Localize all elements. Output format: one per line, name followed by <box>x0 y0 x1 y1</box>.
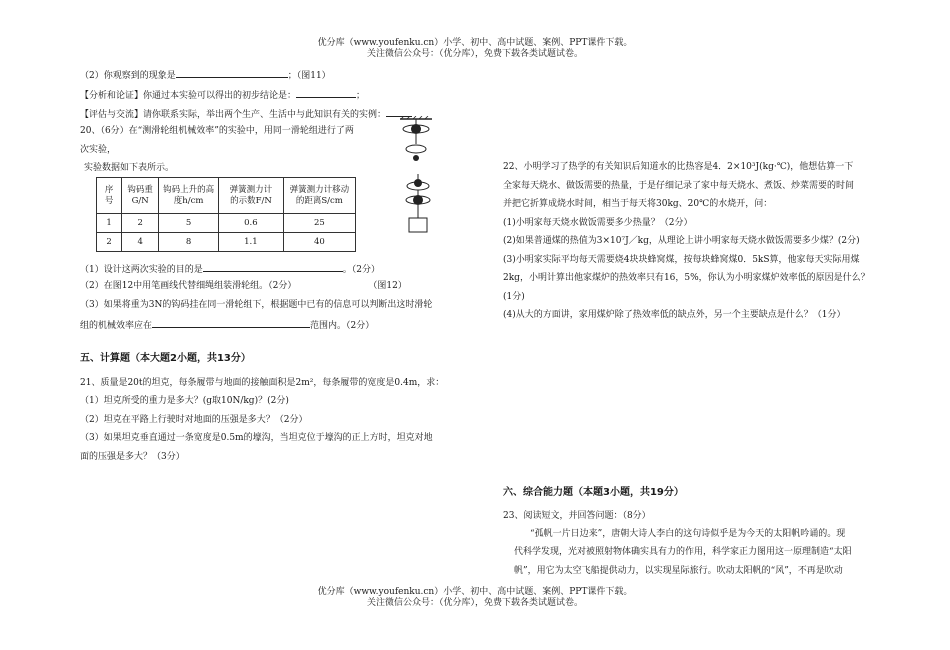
analysis-tail: ； <box>356 91 366 101</box>
q23-passage-3: 帆”，用它为太空飞船提供动力，以实现星际旅行。吹动太阳帆的“风”，不再是吹动 <box>514 566 843 576</box>
header-line-2: 关注微信公众号：（优分库），免费下载各类试题试卷。 <box>366 49 583 59</box>
q21-stem: 21、质量是20t的坦克，每条履带与地面的接触面积是2m²，每条履带的宽度是0.4m，求： <box>80 378 445 388</box>
q20-1-tail: 。（2分） <box>342 265 380 275</box>
q20-stem-1: 20、（6分）在“测滑轮组机械效率”的实验中，用同一滑轮组进行了两 <box>80 126 354 136</box>
q20-3-tail: 范围内。（2分） <box>310 321 375 331</box>
table-cell: 0.6 <box>219 214 284 233</box>
q20-2-line <box>80 281 407 292</box>
table-cell: 2 <box>122 214 159 233</box>
page-footer <box>0 587 950 609</box>
table-cell: 1.1 <box>219 233 284 252</box>
table-header-cell: 序 号 <box>97 178 122 214</box>
table-header-cell: 钩码上升的高 度h/cm <box>159 178 219 214</box>
footer-line-2: 关注微信公众号：（优分库），免费下载各类试题试卷。 <box>366 598 583 608</box>
q20-2-text: （2）在图12中用笔画线代替细绳组装滑轮组。（2分） <box>80 281 297 291</box>
section-6-title: 六、综合能力题（本题3小题，共19分） <box>503 487 684 498</box>
evaluate-text: 【评估与交流】请你联系实际，举出两个生产、生活中与此知识有关的实例： <box>80 110 387 120</box>
q20-3-line-1: （3）如果将重为3N的钩码挂在同一滑轮组下，根据题中已有的信息可以判断出这时滑轮 <box>80 300 433 310</box>
q22-3-line-1: (3)小明家实际平均每天需要烧4块块蜂窝煤，按每块蜂窝煤0．5kS算，他家每天实际用煤 <box>503 255 860 265</box>
table-cell: 8 <box>159 233 219 252</box>
experiment-table <box>96 177 356 252</box>
table-cell: 5 <box>159 214 219 233</box>
table-header-cell: 弹簧测力计移动 的距离S/cm <box>283 178 355 214</box>
q22-3-line-2: 2kg，小明计算出他家煤炉的热效率只有16，5%，你认为小明家煤炉效率低的原因是什么？ <box>503 273 870 283</box>
q22-stem-3: 并把它折算成烧水时间，相当于每天将30kg、20℃的水烧开，问： <box>503 199 773 209</box>
table-row <box>97 214 356 233</box>
q22-4: (4)从大的方面讲，家用煤炉除了热效率低的缺点外，另一个主要缺点是什么？（1分） <box>503 310 846 320</box>
answer-blank[interactable] <box>296 88 356 98</box>
table-cell: 40 <box>283 233 355 252</box>
table-cell: 1 <box>97 214 122 233</box>
answer-blank[interactable] <box>152 318 310 328</box>
q19-2-text: （2）你观察到的现象是 <box>80 71 176 81</box>
q19-2-line <box>80 68 331 82</box>
answer-blank[interactable] <box>176 68 288 78</box>
footer-line-1: 优分库（www.youfenku.cn）小学、初中、高中试题、案例、PPT课件下载。 <box>317 587 633 597</box>
pulley-figure-11 <box>396 116 436 166</box>
figure-12-label: （图12） <box>368 281 407 291</box>
q21-2: （2）坦克在平路上行驶时对地面的压强是多大？（2分） <box>80 415 308 425</box>
header-line-1: 优分库（www.youfenku.cn）小学、初中、高中试题、案例、PPT课件下载。 <box>317 38 633 48</box>
table-header-cell: 钩码重 G/N <box>122 178 159 214</box>
table-intro: 实验数据如下表所示。 <box>84 163 175 173</box>
table-row <box>97 233 356 252</box>
q22-stem-1: 22、小明学习了热学的有关知识后知道水的比热容是4．2×10³J(kg·℃)，他想估算一下 <box>503 162 854 172</box>
table-cell: 25 <box>283 214 355 233</box>
page-header <box>0 38 950 60</box>
q20-1-text: （1）设计这两次实验的目的是 <box>80 265 203 275</box>
section-5-title: 五、计算题（本大题2小题，共13分） <box>80 353 251 364</box>
q22-1: (1)小明家每天烧水做饭需要多少热量？（2分） <box>503 218 693 228</box>
q23-stem: 23、阅读短文，并回答问题：（8分） <box>503 511 651 521</box>
q22-2: (2)如果普通煤的热值为3×10⁷J／kg，从理论上讲小明家每天烧水做饭需要多少煤？(2分) <box>503 236 860 246</box>
q21-3-line-2: 面的压强是多大？（3分） <box>80 452 185 462</box>
q20-3-text: 组的机械效率应在 <box>80 321 153 331</box>
table-header-cell: 弹簧测力计 的示数F/N <box>219 178 284 214</box>
analysis-text: 【分析和论证】你通过本实验可以得出的初步结论是： <box>80 91 297 101</box>
pulley-figure-12 <box>398 174 438 236</box>
answer-blank[interactable] <box>203 262 343 272</box>
q20-1-line <box>80 262 380 276</box>
table-cell: 4 <box>122 233 159 252</box>
q19-2-tail: ；（图11） <box>287 71 331 81</box>
table-cell: 2 <box>97 233 122 252</box>
analysis-line <box>80 88 365 102</box>
q21-1: （1）坦克所受的重力是多大？(g取10N/kg)？(2分) <box>80 396 289 406</box>
q20-stem-2: 次实验， <box>80 145 117 155</box>
q22-stem-2: 全家每天烧水、做饭需要的热量，于是仔细记录了家中每天烧水、煮饭、炒菜需要的时间 <box>503 181 855 191</box>
q22-3-line-3: (1分) <box>503 292 525 302</box>
q23-passage-1: “孤帆一片日边来”，唐朝大诗人李白的这句诗似乎是为今天的太阳帆吟诵的。现 <box>530 529 846 539</box>
evaluate-line <box>80 107 412 121</box>
q23-passage-2: 代科学发现，光对被照射物体确实具有力的作用，科学家正力图用这一原理制造“太阳 <box>514 547 852 557</box>
table-header-row <box>97 178 356 214</box>
q21-3-line-1: （3）如果坦克垂直通过一条宽度是0.5m的壕沟，当坦克位于壕沟的正上方时，坦克对地 <box>80 433 433 443</box>
q20-3-line-2 <box>80 318 374 332</box>
